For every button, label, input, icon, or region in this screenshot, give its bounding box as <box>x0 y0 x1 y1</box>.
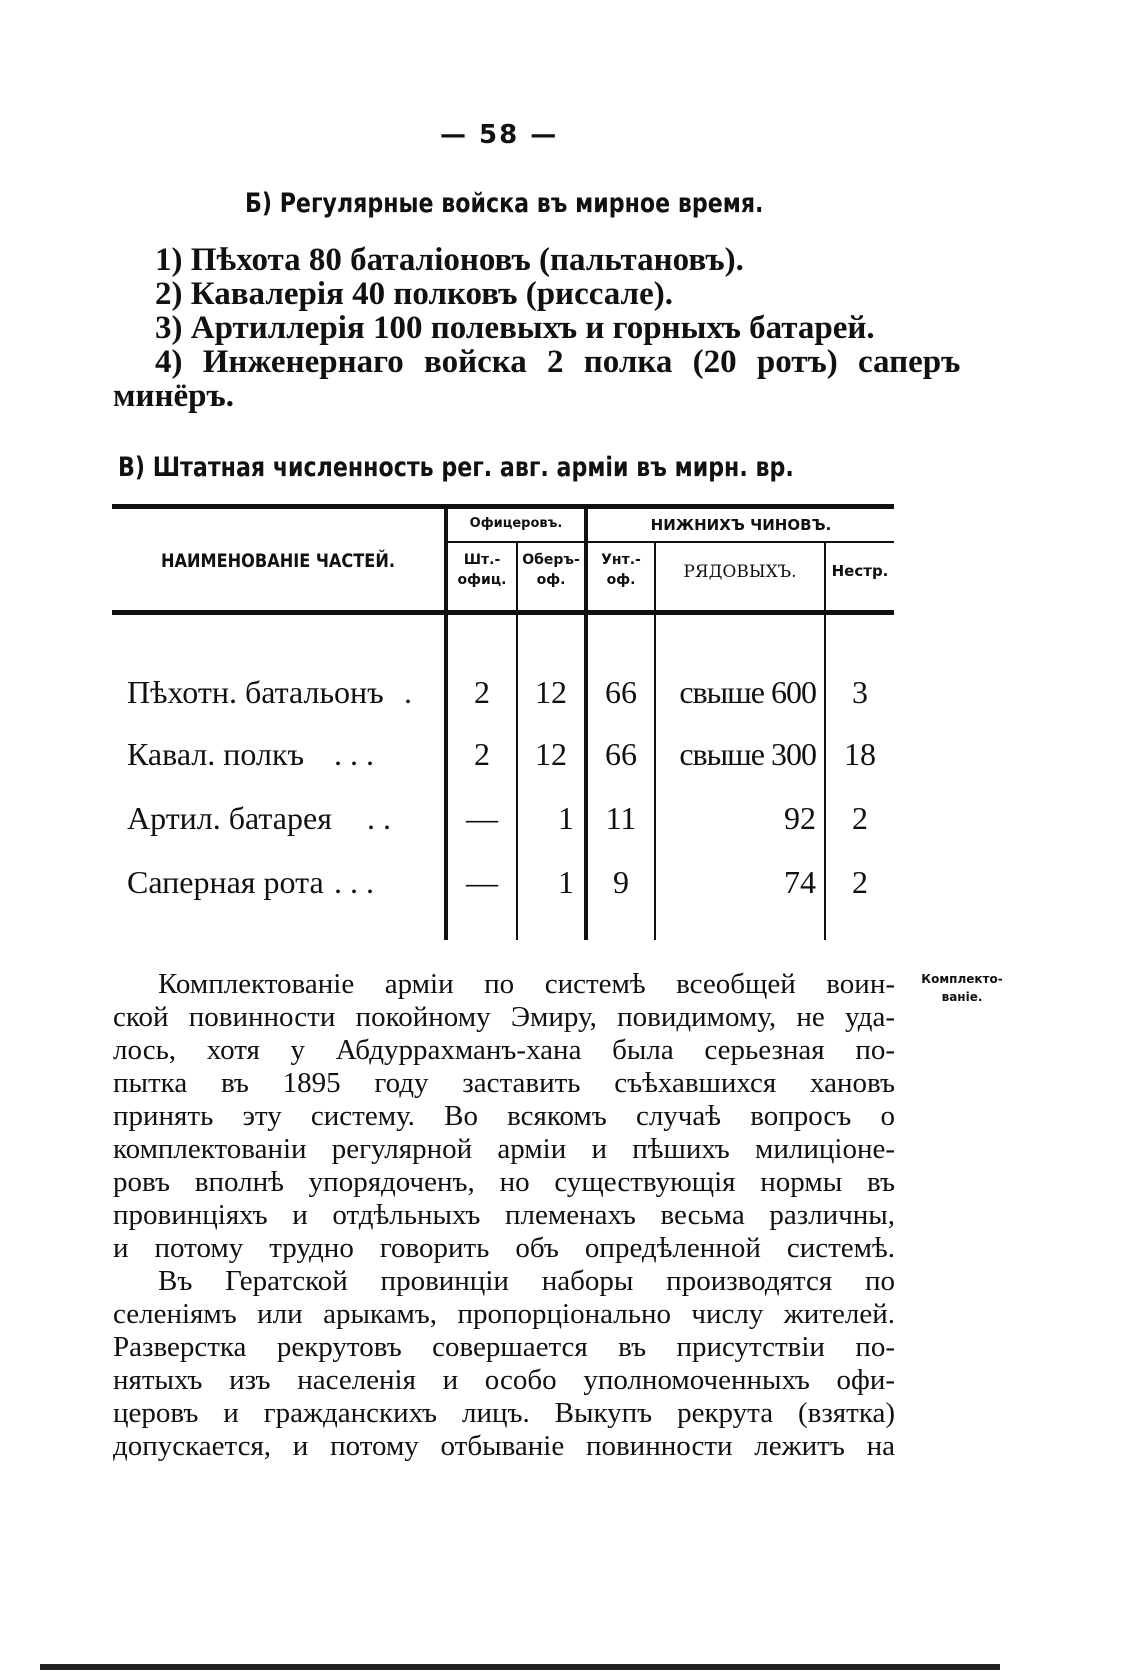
paragraph <box>113 1265 895 1463</box>
strength-table <box>112 504 894 940</box>
cell-shtab: 2 <box>474 674 490 710</box>
cell-unter: 9 <box>613 864 629 900</box>
text-line: Въ Гератской провинціи наборы производятся по <box>158 1265 895 1297</box>
paragraph <box>113 968 895 1265</box>
margin-note <box>912 970 1012 1006</box>
text-line: Разверстка рекрутовъ совершается въ присутствіи по- <box>113 1331 895 1363</box>
cell-shtab: 2 <box>474 736 490 772</box>
section-b-title: Б) Регулярные войска въ мирное время. <box>245 188 764 219</box>
cell-noncombat: 2 <box>852 800 868 836</box>
margin-note-line: Комплекто- <box>921 972 1003 986</box>
list-item: 3) Артиллерія 100 полевыхъ и горныхъ батарей. <box>155 310 875 346</box>
cell-privates: свыше 300 <box>679 736 816 772</box>
cell-ober: 1 <box>558 800 574 836</box>
cell-shtab: — <box>466 864 498 900</box>
row-name: Пѣхотн. батальонъ <box>127 674 384 710</box>
text-line: и потому трудно говорить объ опредѣленной системѣ. <box>113 1232 895 1264</box>
row-name: Кавал. полкъ <box>127 736 305 772</box>
header-privates: РЯДОВЫХЪ. <box>683 562 797 582</box>
text-line: ской повинности покойному Эмиру, повидимому, не уда- <box>113 1001 895 1033</box>
text-line: Комплектованіе арміи по системѣ всеобщей воин- <box>158 968 895 1000</box>
section-b-list <box>113 242 961 414</box>
cell-ober: 12 <box>535 674 567 710</box>
row-name: Саперная рота <box>127 864 324 900</box>
text-line: церовъ и гражданскихъ лицъ. Выкупъ рекрута (взятка) <box>113 1397 895 1429</box>
table-top-rule <box>112 504 894 509</box>
header-name: НАИМЕНОВАНІЕ ЧАСТЕЙ. <box>161 550 395 572</box>
text-line: комплектованіи регулярной арміи и пѣшихъ милиціоне- <box>113 1133 895 1165</box>
cell-unter: 66 <box>605 674 637 710</box>
table-header-rule <box>112 610 894 615</box>
cell-privates: свыше 600 <box>679 674 816 710</box>
text-line: пытка въ 1895 году заставить съѣхавшихся хановъ <box>113 1067 895 1099</box>
text-line: принять эту систему. Во всякомъ случаѣ вопросъ о <box>113 1100 895 1132</box>
page-bottom-rule <box>40 1664 1000 1670</box>
text-line: нятыхъ изъ населенія и особо уполномоченныхъ офи- <box>113 1364 895 1396</box>
header-subrule <box>444 541 894 543</box>
list-item: 4) Инженернаго войска 2 полка (20 ротъ) саперъ <box>155 344 961 380</box>
cell-noncombat: 3 <box>852 674 868 710</box>
header-unter-1: Унт.- <box>601 552 641 568</box>
row-dots: . . . <box>334 864 374 900</box>
header-shtab-1: Шт.- <box>463 552 501 568</box>
cell-privates: 92 <box>784 800 816 836</box>
header-ober-1: Оберъ- <box>522 552 580 568</box>
cell-ober: 1 <box>558 864 574 900</box>
header-shtab-2: офиц. <box>457 572 507 588</box>
cell-unter: 11 <box>605 800 637 836</box>
header-ober-2: оф. <box>536 572 566 588</box>
cell-shtab: — <box>466 800 498 836</box>
cell-ober: 12 <box>535 736 567 772</box>
cell-noncombat: 2 <box>852 864 868 900</box>
header-officers: Офицеровъ. <box>469 516 563 531</box>
header-unter-2: оф. <box>606 572 636 588</box>
cell-noncombat: 18 <box>844 736 876 772</box>
text-line: лось, хотя у Абдуррахманъ-хана была серьезная по- <box>113 1034 895 1066</box>
row-dots: . . . <box>334 736 374 772</box>
header-lower-ranks: НИЖНИХЪ ЧИНОВЪ. <box>650 516 832 534</box>
cell-privates: 74 <box>784 864 816 900</box>
text-line: селеніямъ или арыкамъ, пропорціонально числу жителей. <box>113 1298 895 1330</box>
cell-unter: 66 <box>605 736 637 772</box>
text-line: допускается, и потому отбываніе повинности лежитъ на <box>113 1430 895 1462</box>
row-dots: . . <box>367 800 391 836</box>
list-item: минёръ. <box>113 378 234 414</box>
text-line: ровъ вполнѣ упорядоченъ, но существующія нормы въ <box>113 1166 895 1198</box>
list-item: 1) Пѣхота 80 баталіоновъ (пальтановъ). <box>155 242 744 278</box>
row-dots: . <box>404 674 412 710</box>
body-text <box>113 968 895 1463</box>
section-v-title: В) Штатная численность рег. авг. арміи въ мирн. вр. <box>118 452 794 483</box>
list-item: 2) Кавалерія 40 полковъ (риссале). <box>155 276 673 312</box>
page-number: — 58 — <box>440 120 559 150</box>
row-name: Артил. батарея <box>127 800 332 836</box>
text-line: провинціяхъ и отдѣльныхъ племенахъ весьма различны, <box>113 1199 895 1231</box>
header-noncombat: Нестр. <box>831 562 889 580</box>
margin-note-line: ваніе. <box>941 990 983 1004</box>
